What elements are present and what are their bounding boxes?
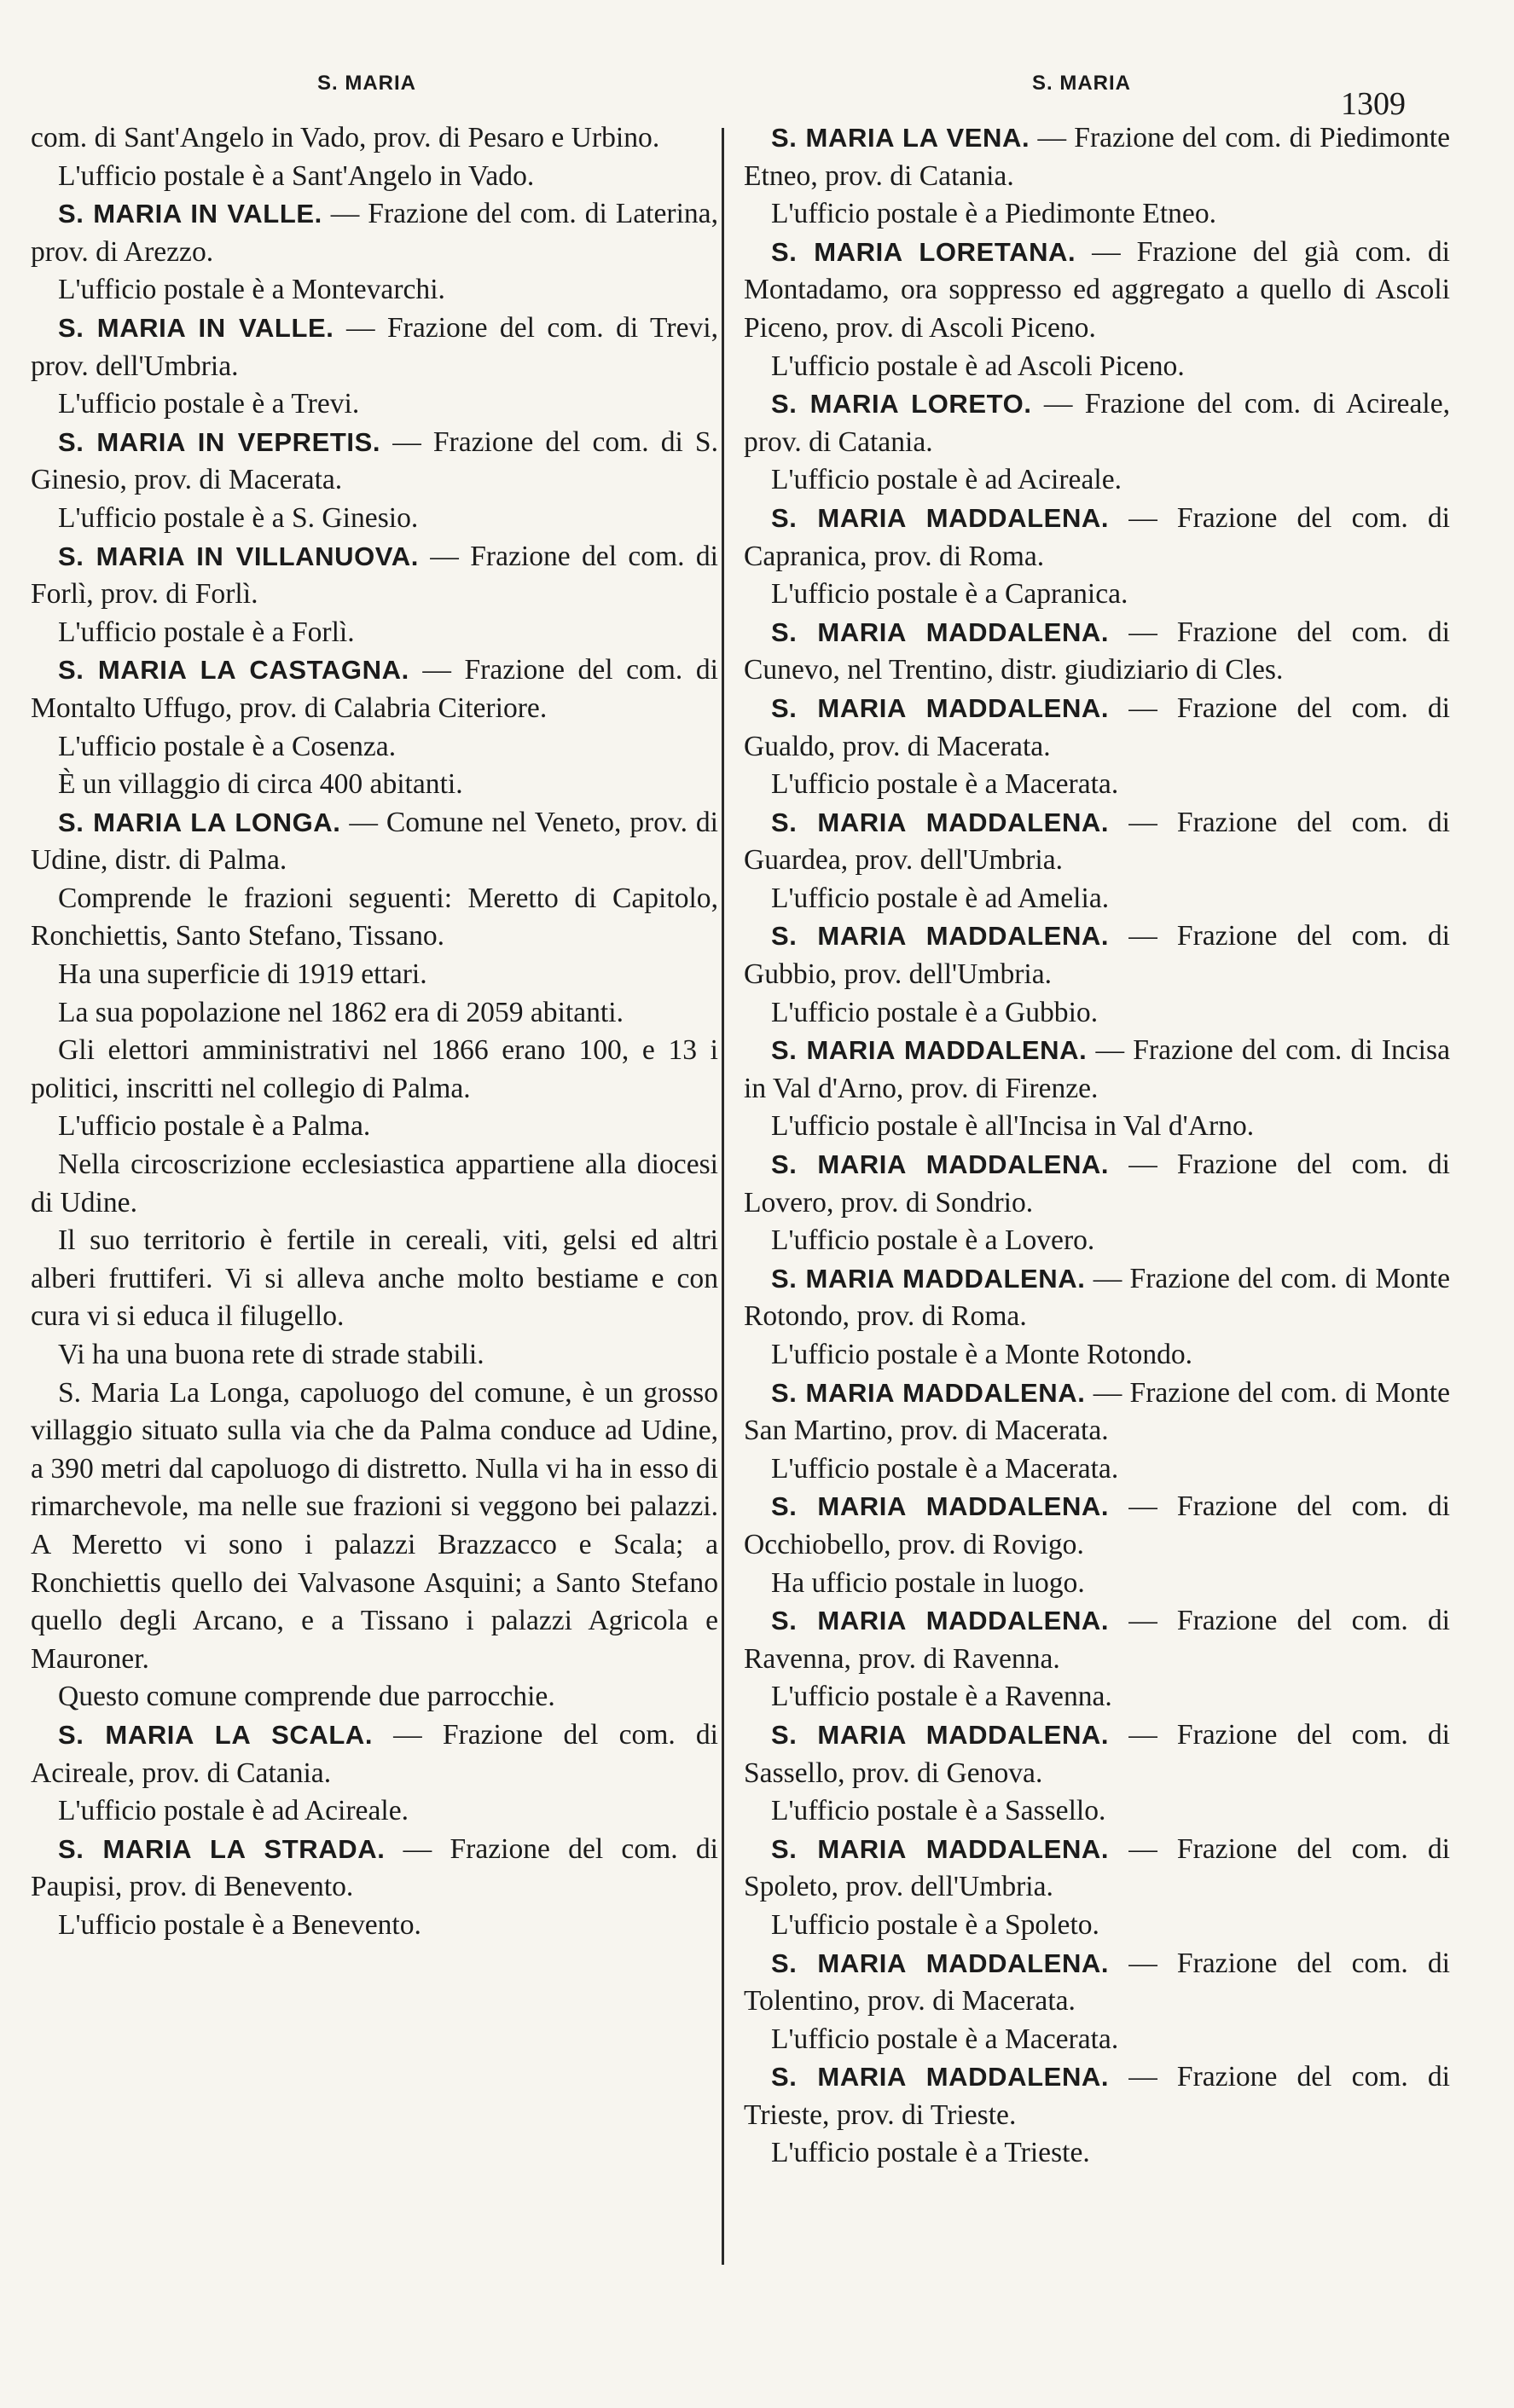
entry-headword: S. MARIA MADDALENA. [771,1491,1110,1522]
entry-text [31,1792,718,1831]
gazetteer-entry [744,1716,1450,1792]
entry-body: L'ufficio postale è all'Incisa in Val d'Arno. [771,1110,1255,1143]
entry-text [744,461,1450,500]
entry-text [744,1222,1450,1260]
gazetteer-entry [744,1375,1450,1450]
entry-text [744,195,1450,234]
entry-text [31,1108,718,1146]
gazetteer-entry [744,1488,1450,1564]
gazetteer-entry [744,690,1450,766]
entry-body: — Frazione del com. di Cunevo, nel Trentino, distr. giudiziario di Cles. [744,616,1451,686]
entry-headword: S. MARIA MADDALENA. [771,807,1110,837]
gazetteer-entry [31,195,718,271]
gazetteer-entry [744,1146,1450,1222]
entry-headword: S. MARIA MADDALENA. [771,1719,1110,1750]
entry-headword: S. MARIA MADDALENA. [771,502,1110,533]
entry-body: — Frazione del com. di Gubbio, prov. dell'Umbria. [744,920,1451,991]
entry-body: L'ufficio postale è a Capranica. [771,578,1128,611]
entry-text [31,1222,718,1336]
entry-text [744,1907,1450,1945]
gazetteer-entry [744,614,1450,690]
entry-body: L'ufficio postale è a Piedimonte Etneo. [771,198,1217,230]
entry-body: — Frazione del com. di Piedimonte Etneo, prov. di Catania. [744,122,1450,192]
entry-body: — Frazione del com. di Spoleto, prov. dell'Umbria. [744,1832,1451,1903]
entry-body: — Frazione del com. di Gualdo, prov. di Macerata. [744,692,1451,762]
entry-text [31,1907,718,1945]
entry-body: — Frazione del com. di Incisa in Val d'Arno, prov. di Firenze. [744,1034,1450,1104]
entry-text [744,1108,1450,1146]
entry-body: Comprende le frazioni seguenti: Meretto di Capitolo, Ronchiettis, Santo Stefano, Tissano. [31,882,718,952]
entry-body: L'ufficio postale è a Cosenza. [58,730,397,762]
entry-body: L'ufficio postale è a Macerata. [771,2023,1119,2055]
entry-body: L'ufficio postale è ad Ascoli Piceno. [771,350,1185,382]
gazetteer-entry [744,119,1450,195]
entry-body: com. di Sant'Angelo in Vado, prov. di Pesaro e Urbino. [31,122,660,153]
entry-body: Il suo territorio è fertile in cereali, viti, gelsi ed altri alberi fruttiferi. Vi si alleva anche molto bestiame e con cura vi si educa il filugello. [31,1224,718,1333]
entry-headword: S. MARIA MADDALENA. [771,1263,1086,1294]
entry-text [744,880,1450,918]
entry-text [744,348,1450,386]
left-column [31,119,718,1945]
entry-headword: S. MARIA MADDALENA. [771,1035,1088,1066]
entry-text [31,1336,718,1375]
entry-body: — Frazione del com. di Forlì, prov. di Forlì. [31,540,719,611]
entry-body: L'ufficio postale è a Benevento. [58,1908,421,1941]
gazetteer-entry [744,1831,1450,1907]
entry-headword: S. MARIA LA CASTAGNA. [58,655,409,686]
entry-text [744,1336,1450,1375]
page-number: 1309 [1341,86,1406,122]
entry-body: — Frazione del già com. di Montadamo, ora soppresso ed aggregato a quello di Ascoli Piceno, prov. di Ascoli Piceno. [744,235,1450,344]
gazetteer-entry [744,1260,1450,1336]
entry-text [31,728,718,767]
entry-headword: S. MARIA IN VALLE. [58,312,334,343]
entry-headword: S. MARIA IN VALLE. [58,199,322,229]
entry-headword: S. MARIA MADDALENA. [771,921,1110,952]
entry-body: Nella circoscrizione ecclesiastica appartiene alla diocesi di Udine. [31,1149,718,1218]
entry-body: La sua popolazione nel 1862 era di 2059 abitanti. [58,996,624,1028]
entry-body: — Frazione del com. di Montalto Uffugo, prov. di Calabria Citeriore. [31,654,718,724]
gazetteer-entry [31,804,718,880]
entry-headword: S. MARIA MADDALENA. [771,2062,1110,2093]
entry-body: L'ufficio postale è a Trevi. [58,388,360,420]
entry-headword: S. MARIA IN VEPRETIS. [58,426,381,457]
entry-headword: S. MARIA MADDALENA. [771,1833,1110,1864]
entry-text [31,1375,718,1679]
entry-text [31,1678,718,1716]
entry-text [744,2021,1450,2059]
entry-body: L'ufficio postale è a Montevarchi. [58,274,445,306]
entry-text [744,766,1450,804]
entry-body: — Frazione del com. di Monte Rotondo, prov. di Roma. [744,1262,1451,1333]
entry-text [744,1450,1450,1489]
entry-body: Vi ha una buona rete di strade stabili. [58,1339,484,1370]
entry-body: Ha ufficio postale in luogo. [771,1566,1085,1599]
right-running-head: S. MARIA [1032,72,1131,95]
entry-body: — Frazione del com. di Sassello, prov. di Genova. [744,1718,1451,1789]
entry-text [744,1678,1450,1716]
entry-body: L'ufficio postale è a Ravenna. [771,1681,1112,1713]
gazetteer-entry [744,1945,1450,2021]
entry-body: È un villaggio di circa 400 abitanti. [58,768,463,801]
gazetteer-entry [31,1831,718,1907]
gazetteer-entry [31,651,718,727]
entry-text [31,1146,718,1222]
entry-text [31,385,718,424]
entry-text [31,158,718,196]
entry-body: Gli elettori amministrativi nel 1866 erano 100, e 13 i politici, inscritti nel collegio di Palma. [31,1034,718,1104]
entry-text [31,880,718,956]
entry-text [744,576,1450,614]
entry-body: L'ufficio postale è a Trieste. [771,2137,1090,2169]
entry-text [31,271,718,310]
gazetteer-entry [744,500,1450,576]
entry-text [31,500,718,538]
entry-text [744,1792,1450,1831]
entry-body: L'ufficio postale è a Gubbio. [771,996,1099,1028]
entry-text [31,1032,718,1108]
entry-headword: S. MARIA LA VENA. [771,123,1030,153]
entry-body: L'ufficio postale è a Forlì. [58,616,355,648]
entry-body: L'ufficio postale è a Sassello. [771,1795,1106,1827]
entry-headword: S. MARIA LORETANA. [771,236,1076,267]
entry-headword: S. MARIA MADDALENA. [771,1606,1110,1636]
entry-text [31,614,718,652]
entry-body: — Frazione del com. di Trevi, prov. dell'Umbria. [31,311,718,382]
entry-body: — Frazione del com. di Tolentino, prov. di Macerata. [744,1947,1451,2017]
entry-body: S. Maria La Longa, capoluogo del comune, è un grosso villaggio situato sulla via che da Palma conduce ad Udine, a 390 metri dal capoluogo di distretto. Nulla vi ha in esso di rimarchevole, ma nelle sue frazioni si veggono bei palazzi. A Meretto vi sono i palazzi Brazzacco e Scala; a Ronchiettis quello dei Valvasone Asquini; a Santo Stefano quello degli Arcano, e a Tissano i palazzi Agricola e Mauroner. [31,1376,718,1675]
entry-body: Ha una superficie di 1919 ettari. [58,958,427,991]
gazetteer-entry [31,424,718,500]
right-column [744,119,1450,2173]
entry-body: Questo comune comprende due parrocchie. [58,1681,555,1713]
entry-body: — Frazione del com. di Lovero, prov. di Sondrio. [744,1149,1451,1218]
entry-body: L'ufficio postale è a Palma. [58,1110,371,1143]
entry-text [744,2134,1450,2173]
entry-headword: S. MARIA MADDALENA. [771,1149,1110,1180]
entry-body: — Frazione del com. di Ravenna, prov. di Ravenna. [744,1605,1451,1675]
entry-headword: S. MARIA MADDALENA. [771,1948,1110,1978]
entry-body: L'ufficio postale è a Sant'Angelo in Vado. [58,159,535,192]
entry-body: — Frazione del com. di Monte San Martino, prov. di Macerata. [744,1376,1451,1447]
entry-text [31,119,718,158]
left-running-head: S. MARIA [317,72,416,95]
entry-body: L'ufficio postale è ad Acireale. [58,1795,409,1827]
entry-headword: S. MARIA MADDALENA. [771,692,1110,723]
gazetteer-entry [31,1716,718,1792]
entry-body: L'ufficio postale è a Macerata. [771,1452,1119,1485]
entry-headword: S. MARIA LA STRADA. [58,1833,386,1864]
entry-body: — Frazione del com. di Acireale, prov. di Catania. [31,1718,719,1789]
entry-headword: S. MARIA MADDALENA. [771,616,1110,647]
gazetteer-entry [744,1032,1450,1108]
entry-body: — Frazione del com. di Trieste, prov. di Trieste. [744,2061,1451,2131]
entry-body: L'ufficio postale è a Monte Rotondo. [771,1339,1193,1370]
entry-headword: S. MARIA LA LONGA. [58,807,341,837]
entry-text [744,1565,1450,1603]
entry-headword: S. MARIA LORETO. [771,389,1032,420]
entry-body: L'ufficio postale è a Lovero. [771,1224,1095,1257]
gazetteer-entry [31,310,718,385]
gazetteer-entry [744,917,1450,993]
entry-body: L'ufficio postale è a S. Ginesio. [58,501,419,534]
entry-text [31,994,718,1033]
entry-body: — Comune nel Veneto, prov. di Udine, distr. di Palma. [31,806,718,877]
gazetteer-entry [744,804,1450,880]
entry-body: — Frazione del com. di Laterina, prov. di Arezzo. [31,198,718,268]
entry-text [744,994,1450,1033]
entry-headword: S. MARIA IN VILLANUOVA. [58,541,419,571]
entry-body: L'ufficio postale è a Spoleto. [771,1908,1099,1941]
entry-headword: S. MARIA MADDALENA. [771,1377,1086,1408]
entry-body: L'ufficio postale è a Macerata. [771,768,1119,801]
gazetteer-entry [744,385,1450,461]
entry-body: — Frazione del com. di Capranica, prov. di Roma. [744,501,1451,572]
gazetteer-entry [31,538,718,614]
gazetteer-entry [744,1602,1450,1678]
entry-body: — Frazione del com. di S. Ginesio, prov. di Macerata. [31,425,718,496]
column-divider [722,128,724,2265]
gazetteer-entry [744,234,1450,348]
entry-body: — Frazione del com. di Paupisi, prov. di Benevento. [31,1832,718,1903]
entry-body: — Frazione del com. di Occhiobello, prov. di Rovigo. [744,1491,1451,1560]
entry-text [31,766,718,804]
entry-body: L'ufficio postale è ad Amelia. [771,882,1110,914]
gazetteer-entry [744,2058,1450,2134]
entry-text [31,956,718,994]
entry-body: L'ufficio postale è ad Acireale. [771,464,1122,496]
entry-body: — Frazione del com. di Guardea, prov. dell'Umbria. [744,806,1451,877]
entry-body: — Frazione del com. di Acireale, prov. di Catania. [744,388,1450,458]
entry-headword: S. MARIA LA SCALA. [58,1719,374,1750]
